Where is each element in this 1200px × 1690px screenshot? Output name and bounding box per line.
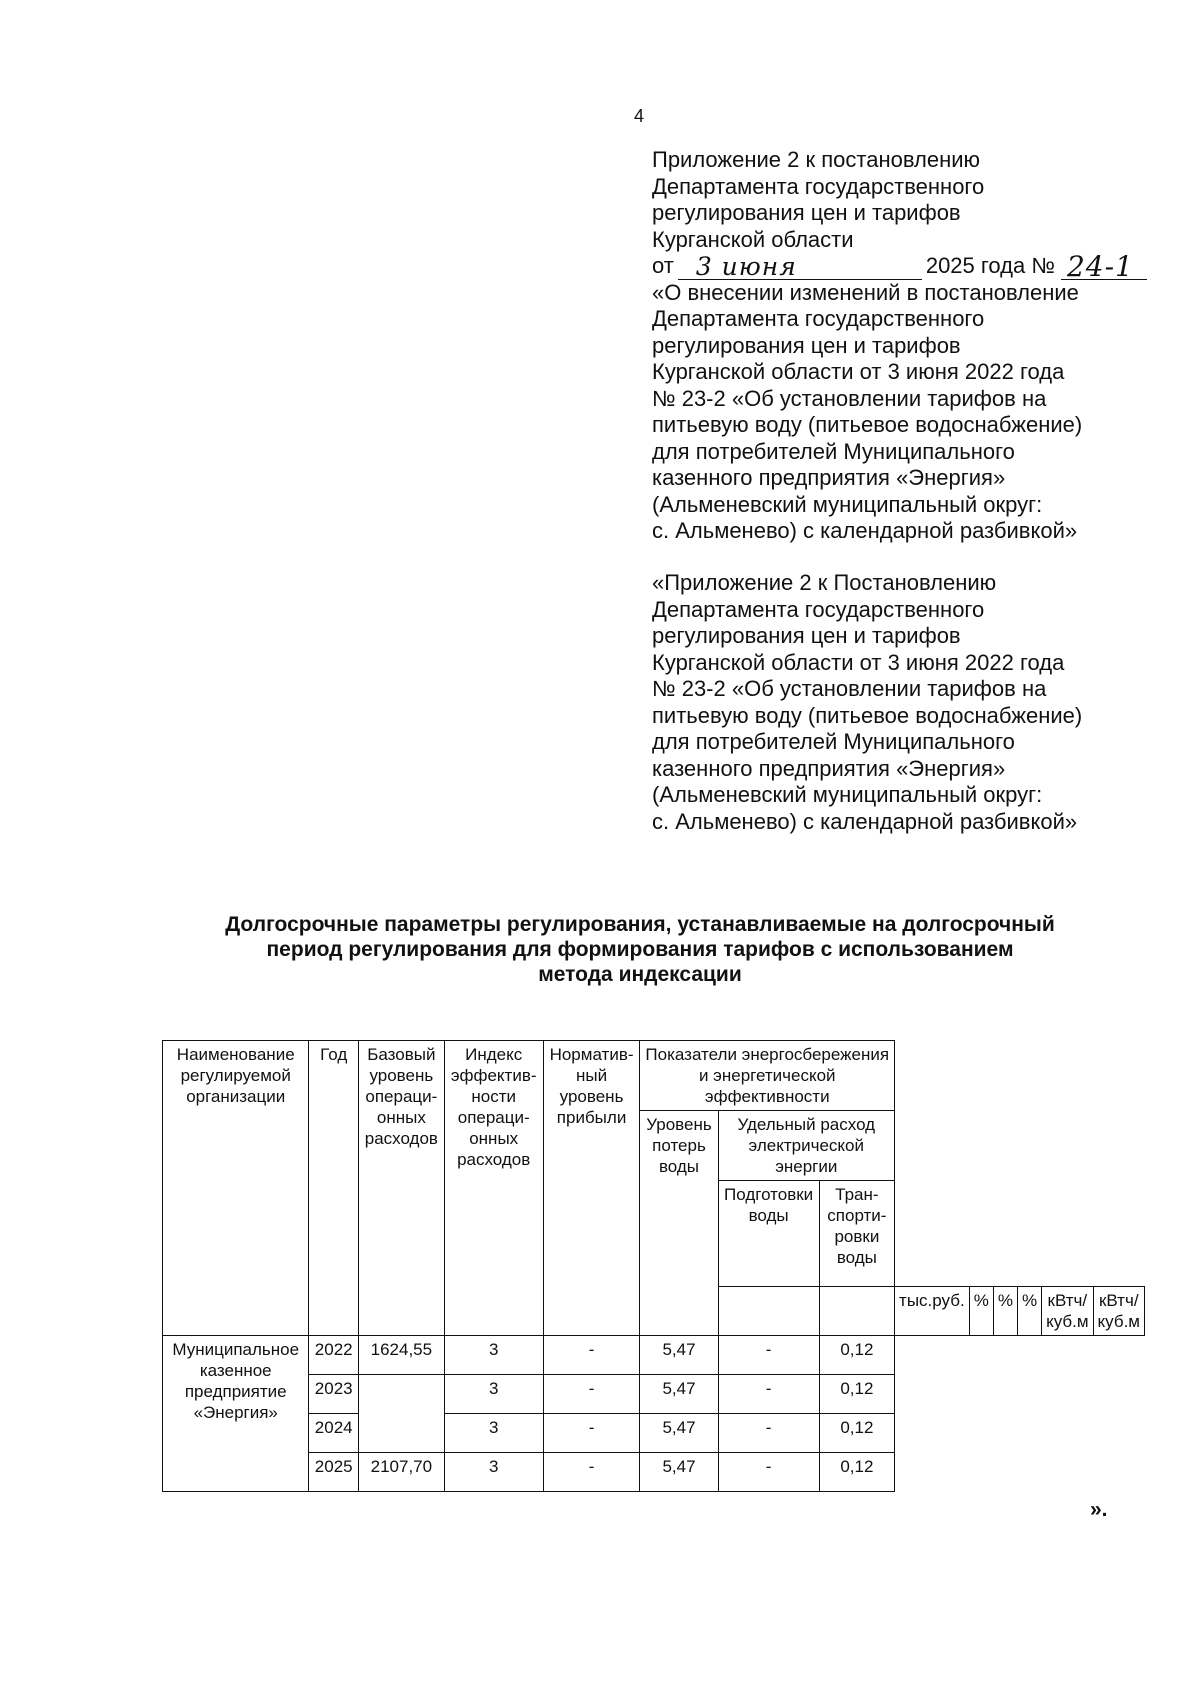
appendix-header bbox=[652, 147, 1172, 545]
cell-water-loss: 5,47 bbox=[640, 1414, 718, 1453]
header-specific-consumption: Удельный расход электрической энергии bbox=[718, 1111, 895, 1181]
cell-base-level-merged bbox=[358, 1375, 444, 1453]
cell-transportation: 0,12 bbox=[819, 1453, 894, 1492]
cell-year: 2022 bbox=[309, 1336, 359, 1375]
year-text: 2025 года № bbox=[925, 253, 1055, 278]
parameters-table bbox=[162, 1040, 1145, 1492]
cell-preparation: - bbox=[718, 1453, 819, 1492]
header-transportation: Тран- спорти- ровки воды bbox=[819, 1181, 894, 1287]
cell-efficiency-index: 3 bbox=[444, 1375, 543, 1414]
section-title-line: период регулирования для формирования тарифов с использованием bbox=[266, 938, 1014, 961]
header-water-loss: Уровень потерь воды bbox=[640, 1111, 718, 1336]
header-org-name: Наименование регулируемой организации bbox=[163, 1041, 309, 1336]
header-preparation: Подготовки воды bbox=[718, 1181, 819, 1287]
appendix-quoted-line: с. Альменево) с календарной разбивкой» bbox=[652, 808, 1078, 834]
table-row bbox=[163, 1453, 1145, 1492]
cell-base-level: 2107,70 bbox=[358, 1453, 444, 1492]
header-row bbox=[163, 1041, 1145, 1111]
appendix-line: регулирования цен и тарифов bbox=[652, 332, 961, 358]
cell-year: 2024 bbox=[309, 1414, 359, 1453]
handwritten-date: 3 июня bbox=[695, 252, 797, 281]
appendix-quoted bbox=[652, 570, 1172, 835]
appendix-quoted-line: питьевую воду (питьевое водоснабжение) bbox=[652, 702, 1083, 728]
appendix-quoted-line: «Приложение 2 к Постановлению bbox=[652, 570, 997, 595]
cell-water-loss: 5,47 bbox=[640, 1336, 718, 1375]
table-row bbox=[163, 1336, 1145, 1375]
appendix-line: Курганской области bbox=[652, 226, 854, 252]
cell-normative-profit: - bbox=[543, 1336, 640, 1375]
cell-normative-profit: - bbox=[543, 1453, 640, 1492]
unit-empty bbox=[819, 1287, 894, 1336]
cell-preparation: - bbox=[718, 1336, 819, 1375]
appendix-line: для потребителей Муниципального bbox=[652, 438, 1015, 464]
appendix-quoted-line: (Альменевский муниципальный округ: bbox=[652, 782, 1043, 807]
unit-empty bbox=[718, 1287, 819, 1336]
header-energy-group: Показатели энергосбережения и энергетической эффективности bbox=[640, 1041, 895, 1111]
cell-efficiency-index: 3 bbox=[444, 1453, 543, 1492]
appendix-quoted-line: Курганской области от 3 июня 2022 года bbox=[652, 649, 1065, 675]
appendix-line: Департамента государственного bbox=[652, 306, 985, 331]
appendix-quoted-line: казенного предприятия «Энергия» bbox=[652, 755, 1006, 781]
unit-normative-profit: % bbox=[993, 1287, 1017, 1336]
cell-preparation: - bbox=[718, 1375, 819, 1414]
appendix-line: Курганской области от 3 июня 2022 года bbox=[652, 359, 1065, 384]
appendix-quoted-line: Департамента государственного bbox=[652, 596, 985, 622]
appendix-line: казенного предприятия «Энергия» bbox=[652, 465, 1006, 490]
date-line bbox=[652, 250, 1172, 283]
header-year: Год bbox=[309, 1041, 359, 1336]
appendix-line: Приложение 2 к постановлению bbox=[652, 147, 981, 172]
cell-year: 2025 bbox=[309, 1453, 359, 1492]
appendix-line: Департамента государственного bbox=[652, 173, 985, 199]
appendix-line: (Альменевский муниципальный округ: bbox=[652, 491, 1043, 517]
cell-efficiency-index: 3 bbox=[444, 1336, 543, 1375]
handwritten-number: 24-1 bbox=[1066, 250, 1134, 283]
section-title bbox=[160, 912, 1120, 987]
unit-base-level: тыс.руб. bbox=[895, 1287, 970, 1336]
unit-preparation: кВтч/ куб.м bbox=[1042, 1287, 1093, 1336]
date-prefix: от bbox=[652, 253, 674, 278]
cell-water-loss: 5,47 bbox=[640, 1375, 718, 1414]
header-normative-profit: Норматив- ный уровень прибыли bbox=[543, 1041, 640, 1336]
cell-year: 2023 bbox=[309, 1375, 359, 1414]
appendix-quoted-line: для потребителей Муниципального bbox=[652, 729, 1015, 754]
cell-water-loss: 5,47 bbox=[640, 1453, 718, 1492]
unit-transportation: кВтч/ куб.м bbox=[1093, 1287, 1144, 1336]
cell-preparation: - bbox=[718, 1414, 819, 1453]
cell-normative-profit: - bbox=[543, 1375, 640, 1414]
organization-name: Муниципальное казенное предприятие «Энергия» bbox=[163, 1336, 309, 1492]
cell-transportation: 0,12 bbox=[819, 1375, 894, 1414]
header-base-level: Базовый уровень операци- онных расходов bbox=[358, 1041, 444, 1336]
cell-base-level: 1624,55 bbox=[358, 1336, 444, 1375]
cell-transportation: 0,12 bbox=[819, 1414, 894, 1453]
appendix-line: питьевую воду (питьевое водоснабжение) bbox=[652, 412, 1083, 437]
appendix-line: № 23-2 «Об установлении тарифов на bbox=[652, 385, 1047, 411]
page-number: 4 bbox=[634, 106, 645, 126]
table-row bbox=[163, 1414, 1145, 1453]
date-blank bbox=[678, 252, 922, 281]
unit-water-loss: % bbox=[1017, 1287, 1041, 1336]
appendix-quoted-line: регулирования цен и тарифов bbox=[652, 623, 961, 648]
appendix-quoted-line: № 23-2 «Об установлении тарифов на bbox=[652, 676, 1047, 701]
closing-quote: ». bbox=[1090, 1498, 1108, 1521]
cell-normative-profit: - bbox=[543, 1414, 640, 1453]
header-efficiency-index: Индекс эффектив- ности операци- онных расходов bbox=[444, 1041, 543, 1336]
cell-transportation: 0,12 bbox=[819, 1336, 894, 1375]
unit-efficiency-index: % bbox=[969, 1287, 993, 1336]
table-row bbox=[163, 1375, 1145, 1414]
appendix-line: регулирования цен и тарифов bbox=[652, 200, 961, 225]
number-blank bbox=[1061, 250, 1147, 283]
appendix-line: «О внесении изменений в постановление bbox=[652, 279, 1079, 305]
appendix-line: с. Альменево) с календарной разбивкой» bbox=[652, 518, 1078, 543]
cell-efficiency-index: 3 bbox=[444, 1414, 543, 1453]
section-title-line: метода индексации bbox=[538, 963, 742, 986]
section-title-line: Долгосрочные параметры регулирования, устанавливаемые на долгосрочный bbox=[225, 913, 1055, 936]
